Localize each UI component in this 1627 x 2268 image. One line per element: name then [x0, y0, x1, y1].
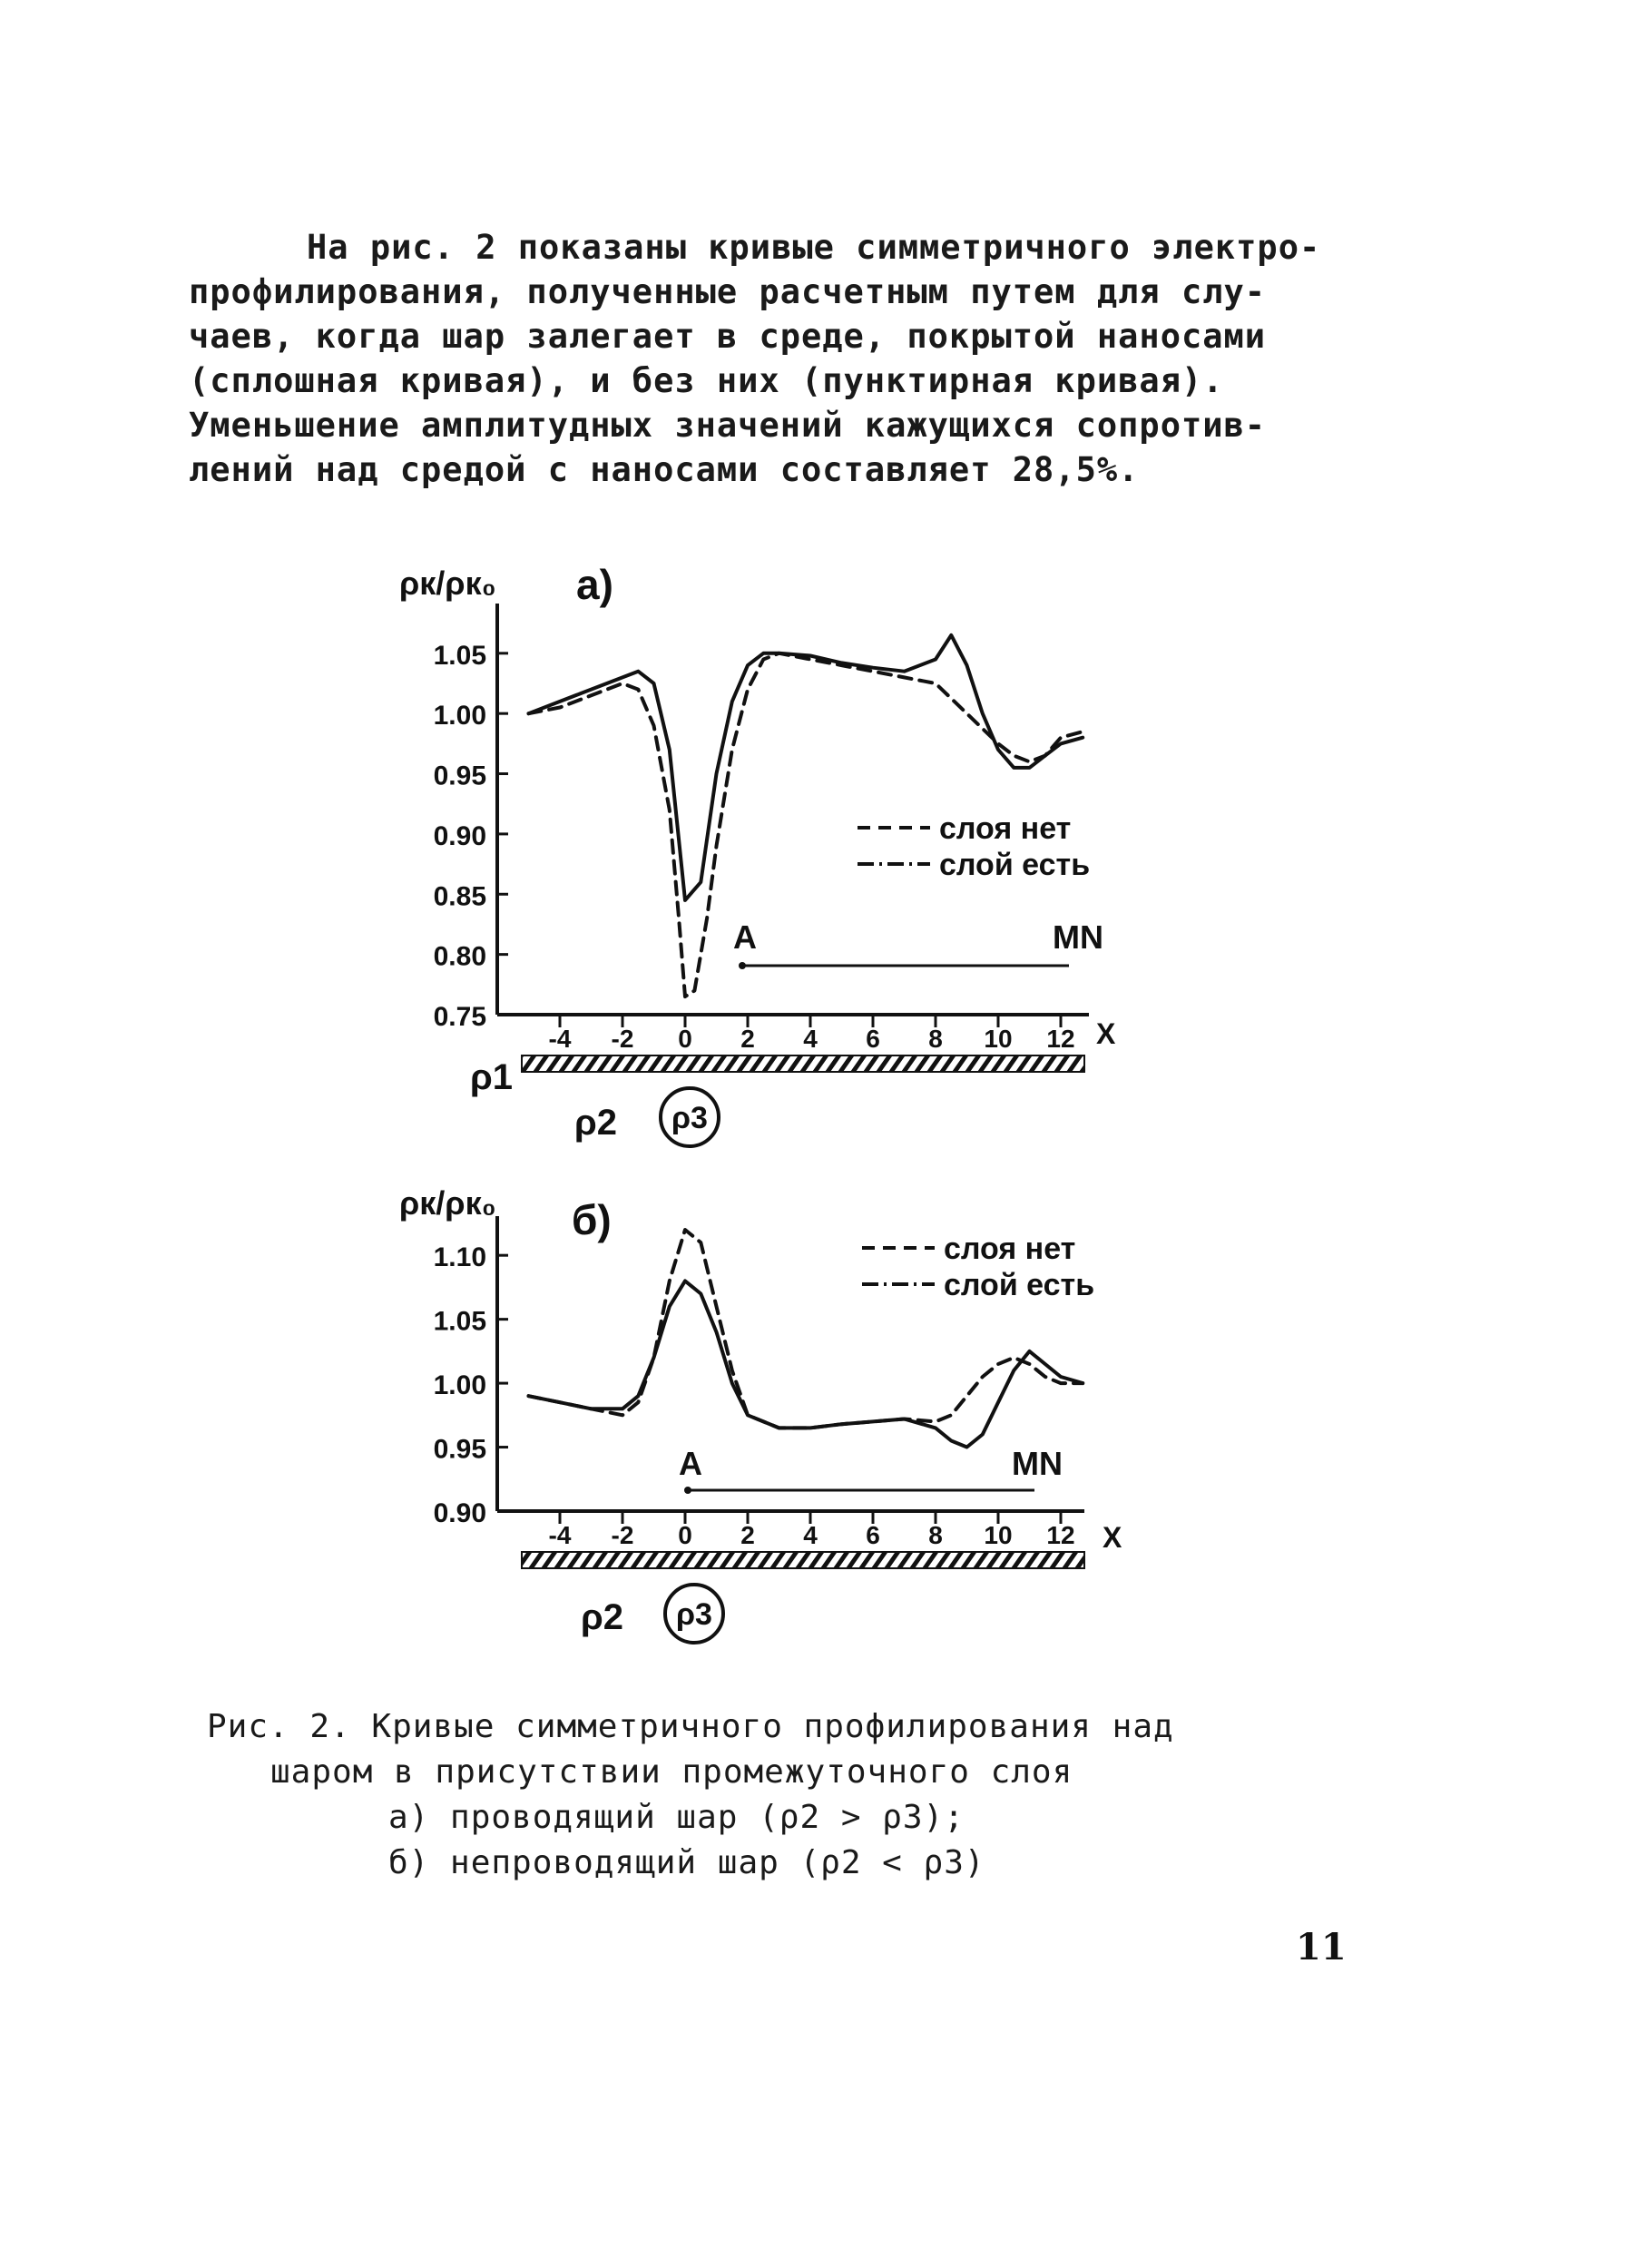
- hatched-layer: [522, 1055, 1084, 1072]
- electrode-point: [739, 962, 746, 969]
- electrode-point: [684, 1487, 691, 1494]
- x-tick-label: 2: [740, 1025, 755, 1053]
- x-tick-label: 8: [928, 1521, 943, 1549]
- y-tick-label: 1.00: [433, 1370, 486, 1401]
- rho3-label: ρ3: [676, 1597, 712, 1632]
- x-tick-label: 4: [803, 1521, 818, 1549]
- x-tick-label: -2: [611, 1025, 634, 1053]
- x-tick-label: 0: [678, 1025, 692, 1053]
- y-tick-label: 0.80: [433, 941, 486, 972]
- paragraph-line: чаев, когда шар залегает в среде, покрытой наносами: [189, 317, 1267, 356]
- x-tick-label: -2: [611, 1521, 634, 1549]
- y-tick-label: 1.10: [433, 1242, 486, 1273]
- electrode-a-label: A: [733, 918, 757, 956]
- x-tick-label: -4: [548, 1025, 572, 1053]
- y-axis-label: ρк/ρк₀: [399, 1184, 496, 1222]
- y-axis-label: ρк/ρк₀: [399, 565, 496, 602]
- rho3-label: ρ3: [671, 1101, 708, 1135]
- x-tick-label: 8: [928, 1025, 943, 1053]
- x-tick-label: -4: [548, 1521, 572, 1549]
- y-tick-label: 0.75: [433, 1002, 486, 1032]
- x-axis-label: X: [1096, 1017, 1116, 1050]
- caption-line-2: шаром в присутствии промежуточного слоя: [270, 1753, 1073, 1791]
- paragraph-line: Уменьшение амплитудных значений кажущихся сопротив-: [189, 406, 1267, 445]
- hatched-layer: [522, 1552, 1084, 1568]
- y-tick-label: 0.95: [433, 761, 486, 791]
- y-tick-label: 0.90: [433, 820, 486, 851]
- y-tick-label: 0.85: [433, 881, 486, 912]
- x-tick-label: 12: [1046, 1521, 1075, 1549]
- paragraph-line: (сплошная кривая), и без них (пунктирная кривая).: [189, 361, 1224, 400]
- electrode-mn-label: MN: [1053, 918, 1103, 956]
- electrode-a-label: A: [679, 1445, 702, 1482]
- rho2-label: ρ2: [581, 1597, 623, 1637]
- rho1-label: ρ1: [470, 1057, 513, 1097]
- figure-caption: [207, 1704, 1387, 1886]
- caption-line-1: Рис. 2. Кривые симметричного профилирования над: [207, 1708, 1174, 1745]
- electrode-mn-label: MN: [1012, 1445, 1063, 1482]
- y-tick-label: 1.05: [433, 1306, 486, 1337]
- legend-label: слой есть: [944, 1268, 1095, 1302]
- x-tick-label: 10: [984, 1521, 1013, 1549]
- y-tick-label: 0.90: [433, 1498, 486, 1528]
- x-axis-label: X: [1103, 1521, 1122, 1554]
- panel-label: б): [572, 1196, 612, 1243]
- page-number: 11: [1296, 1926, 1347, 1969]
- paragraph-line: профилирования, полученные расчетным путем для слу-: [189, 272, 1267, 311]
- caption-line-4: б) непроводящий шар (ρ2 < ρ3): [388, 1844, 985, 1881]
- legend-label: слой есть: [939, 848, 1091, 882]
- x-tick-label: 0: [678, 1521, 692, 1549]
- x-tick-label: 4: [803, 1025, 818, 1053]
- paragraph-line: лений над средой с наносами составляет 28,5%.: [189, 450, 1140, 489]
- paragraph-line: На рис. 2 показаны кривые симметричного электро-: [307, 228, 1321, 267]
- x-tick-label: 2: [740, 1521, 755, 1549]
- x-tick-label: 12: [1046, 1025, 1075, 1053]
- legend-label: слоя нет: [939, 811, 1072, 846]
- y-tick-label: 1.05: [433, 640, 486, 671]
- x-tick-label: 10: [984, 1025, 1013, 1053]
- y-tick-label: 1.00: [433, 701, 486, 731]
- x-tick-label: 6: [866, 1521, 880, 1549]
- chart-a: [399, 561, 1116, 1146]
- chart-b: [399, 1184, 1122, 1643]
- x-tick-label: 6: [866, 1025, 880, 1053]
- y-tick-label: 0.95: [433, 1434, 486, 1465]
- panel-label: а): [576, 561, 613, 608]
- rho2-label: ρ2: [574, 1103, 617, 1143]
- legend-label: слоя нет: [944, 1232, 1076, 1266]
- caption-line-3: а) проводящий шар (ρ2 > ρ3);: [388, 1799, 965, 1836]
